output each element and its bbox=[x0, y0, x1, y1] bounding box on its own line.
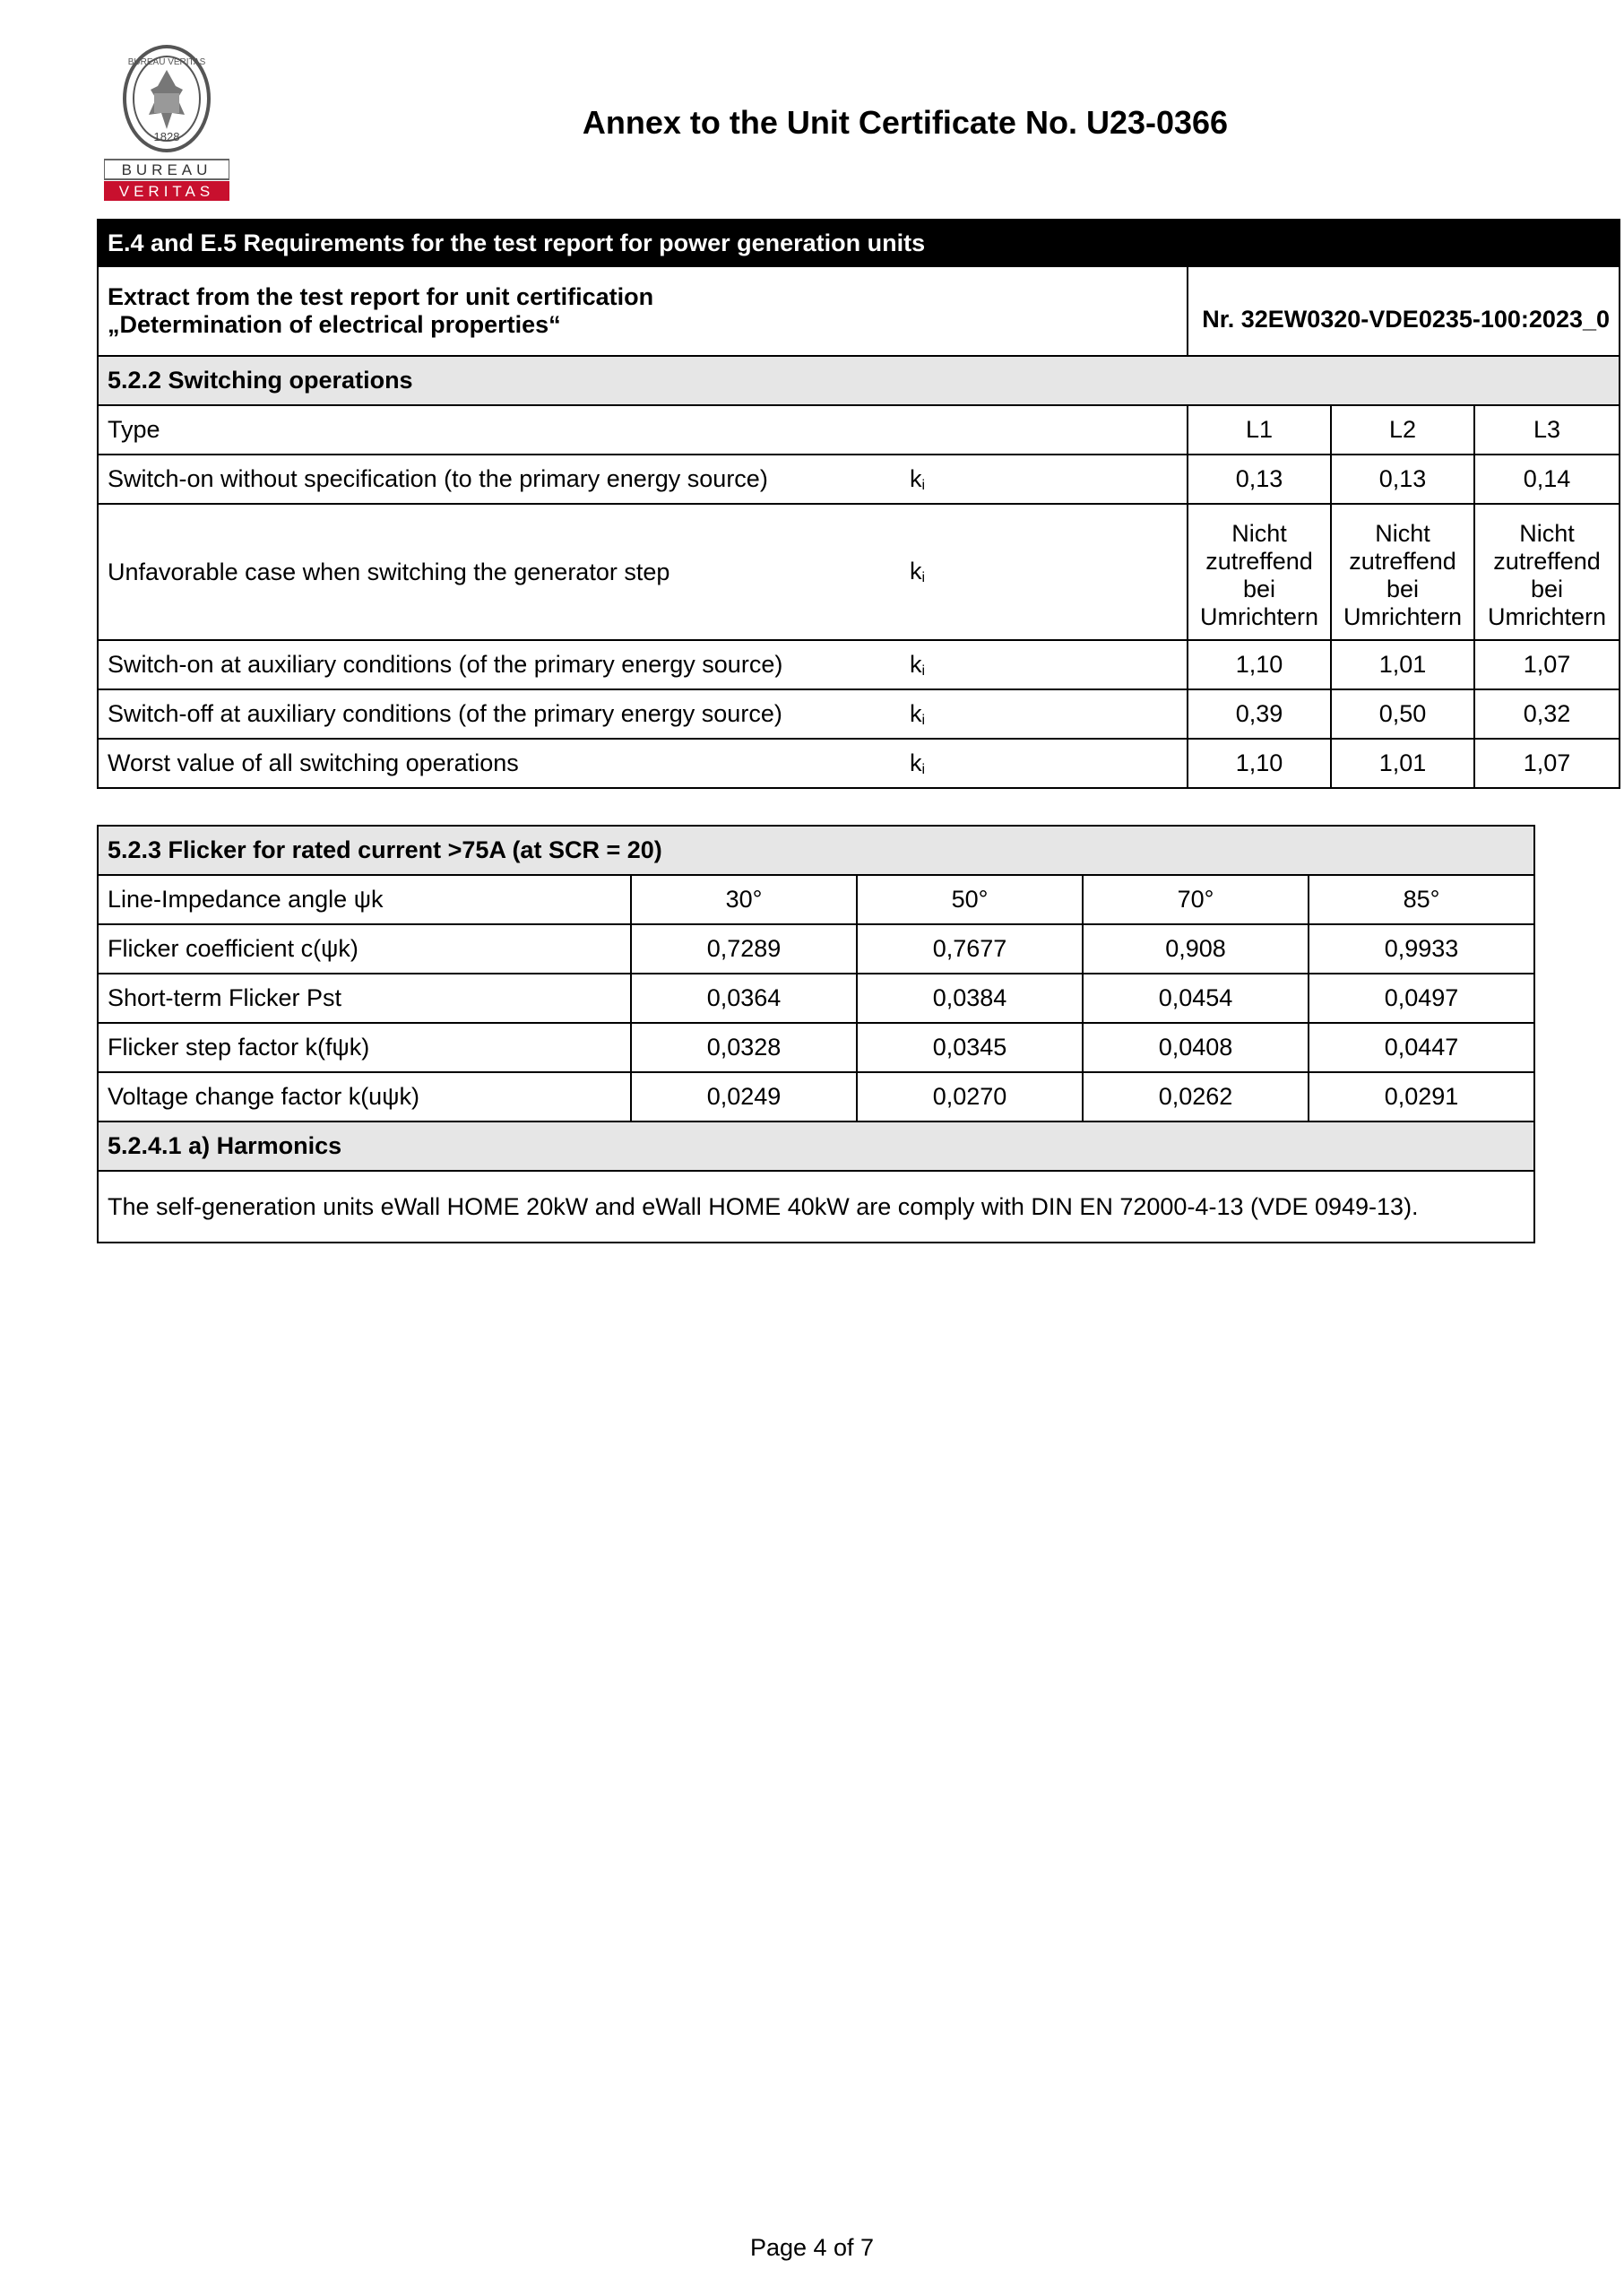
table-row bbox=[98, 455, 1620, 504]
table-cell: 0,908 bbox=[1083, 924, 1309, 974]
col-header-l2: L2 bbox=[1331, 405, 1474, 455]
col-header-l1: L1 bbox=[1188, 405, 1331, 455]
section-row bbox=[98, 1122, 1534, 1171]
harmonics-text: The self-generation units eWall HOME 20kW and eWall HOME 40kW are comply with DIN EN 72000-4-13 (VDE 0949-13). bbox=[98, 1171, 1534, 1243]
cell-l1: 0,39 bbox=[1188, 689, 1331, 739]
extract-row bbox=[98, 266, 1620, 356]
table-cell: 0,0408 bbox=[1083, 1023, 1309, 1072]
table-row bbox=[98, 924, 1534, 974]
table-cell: 0,0249 bbox=[631, 1072, 857, 1122]
table-cell: 30° bbox=[631, 875, 857, 924]
row-label: Flicker coefficient c(ψk) bbox=[98, 924, 631, 974]
cell-l1: Nicht zutreffend bei Umrichtern bbox=[1188, 504, 1331, 640]
row-label: Voltage change factor k(uψk) bbox=[98, 1072, 631, 1122]
cell-l3: 1,07 bbox=[1474, 739, 1620, 788]
table-row bbox=[98, 974, 1534, 1023]
extract-line1: Extract from the test report for unit certification bbox=[108, 283, 654, 310]
symbol-k: k bbox=[910, 464, 922, 492]
type-label: Type bbox=[98, 405, 1188, 455]
switching-table bbox=[97, 219, 1620, 789]
row-label: Unfavorable case when switching the generator step bbox=[98, 504, 901, 640]
logo-veritas-text: VERITAS bbox=[118, 183, 215, 200]
table-cell: 0,0364 bbox=[631, 974, 857, 1023]
table-cell: 70° bbox=[1083, 875, 1309, 924]
table-header: E.4 and E.5 Requirements for the test report for power generation units bbox=[98, 220, 1620, 266]
cell-l2: Nicht zutreffend bei Umrichtern bbox=[1331, 504, 1474, 640]
row-label: Line-Impedance angle ψk bbox=[98, 875, 631, 924]
table-cell: 0,7289 bbox=[631, 924, 857, 974]
symbol-sub: i bbox=[921, 570, 926, 585]
symbol-sub: i bbox=[921, 761, 926, 777]
extract-line2: „Determination of electrical properties“ bbox=[108, 311, 561, 338]
flicker-table bbox=[97, 825, 1535, 1243]
table-row bbox=[98, 504, 1620, 640]
cell-l2: 0,13 bbox=[1331, 455, 1474, 504]
row-label: Worst value of all switching operations bbox=[98, 739, 901, 788]
symbol-sub: i bbox=[921, 663, 926, 679]
section-title-switching: 5.2.2 Switching operations bbox=[98, 356, 1620, 405]
table-row bbox=[98, 689, 1620, 739]
cell-l3: Nicht zutreffend bei Umrichtern bbox=[1474, 504, 1620, 640]
row-symbol bbox=[901, 739, 1188, 788]
symbol-sub: i bbox=[921, 712, 926, 728]
page-number: Page 4 of 7 bbox=[749, 2234, 875, 2261]
symbol-k: k bbox=[910, 650, 922, 678]
table-cell: 0,0328 bbox=[631, 1023, 857, 1072]
table-cell: 0,0291 bbox=[1309, 1072, 1534, 1122]
row-symbol bbox=[901, 689, 1188, 739]
table-row bbox=[98, 875, 1534, 924]
cell-l3: 1,07 bbox=[1474, 640, 1620, 689]
cell-l2: 1,01 bbox=[1331, 640, 1474, 689]
table-cell: 50° bbox=[857, 875, 1083, 924]
cell-l3: 0,14 bbox=[1474, 455, 1620, 504]
row-symbol bbox=[901, 504, 1188, 640]
row-label: Switch-off at auxiliary conditions (of the primary energy source) bbox=[98, 689, 901, 739]
table-cell: 85° bbox=[1309, 875, 1534, 924]
row-label: Short-term Flicker Pst bbox=[98, 974, 631, 1023]
row-label: Flicker step factor k(fψk) bbox=[98, 1023, 631, 1072]
cell-l2: 0,50 bbox=[1331, 689, 1474, 739]
table-row bbox=[98, 1072, 1534, 1122]
table-row bbox=[98, 739, 1620, 788]
table-row bbox=[98, 1023, 1534, 1072]
table-cell: 0,7677 bbox=[857, 924, 1083, 974]
table-cell: 0,0384 bbox=[857, 974, 1083, 1023]
cell-l2: 1,01 bbox=[1331, 739, 1474, 788]
cell-l1: 1,10 bbox=[1188, 739, 1331, 788]
symbol-k: k bbox=[910, 749, 922, 776]
table-header-row bbox=[98, 220, 1620, 266]
col-header-l3: L3 bbox=[1474, 405, 1620, 455]
report-number: Nr. 32EW0320-VDE0235-100:2023_0 bbox=[1188, 266, 1620, 356]
table-cell: 0,0345 bbox=[857, 1023, 1083, 1072]
row-label: Switch-on without specification (to the primary energy source) bbox=[98, 455, 901, 504]
section-row bbox=[98, 826, 1534, 875]
table-row bbox=[98, 405, 1620, 455]
bureau-veritas-logo bbox=[104, 43, 229, 203]
table-cell: 0,0270 bbox=[857, 1072, 1083, 1122]
row-symbol bbox=[901, 455, 1188, 504]
seal-ring-text: BUREAU VERITAS bbox=[127, 57, 206, 67]
row-symbol bbox=[901, 640, 1188, 689]
extract-label bbox=[98, 266, 1188, 356]
cell-l1: 0,13 bbox=[1188, 455, 1331, 504]
symbol-sub: i bbox=[921, 477, 926, 493]
logo-bureau-text: BUREAU bbox=[121, 161, 212, 178]
row-label: Switch-on at auxiliary conditions (of the primary energy source) bbox=[98, 640, 901, 689]
cell-l1: 1,10 bbox=[1188, 640, 1331, 689]
symbol-k: k bbox=[910, 558, 922, 585]
symbol-k: k bbox=[910, 699, 922, 727]
table-cell: 0,0497 bbox=[1309, 974, 1534, 1023]
section-title-harmonics: 5.2.4.1 a) Harmonics bbox=[98, 1122, 1534, 1171]
document-title: Annex to the Unit Certificate No. U23-0366 bbox=[582, 104, 1229, 141]
cell-l3: 0,32 bbox=[1474, 689, 1620, 739]
section-row bbox=[98, 356, 1620, 405]
table-cell: 0,0262 bbox=[1083, 1072, 1309, 1122]
table-cell: 0,9933 bbox=[1309, 924, 1534, 974]
seal-year: 1828 bbox=[153, 130, 180, 143]
harmonics-row bbox=[98, 1171, 1534, 1243]
table-cell: 0,0454 bbox=[1083, 974, 1309, 1023]
bureau-veritas-seal-icon bbox=[104, 43, 229, 203]
table-row bbox=[98, 640, 1620, 689]
table-cell: 0,0447 bbox=[1309, 1023, 1534, 1072]
section-title-flicker: 5.2.3 Flicker for rated current >75A (at SCR = 20) bbox=[98, 826, 1534, 875]
